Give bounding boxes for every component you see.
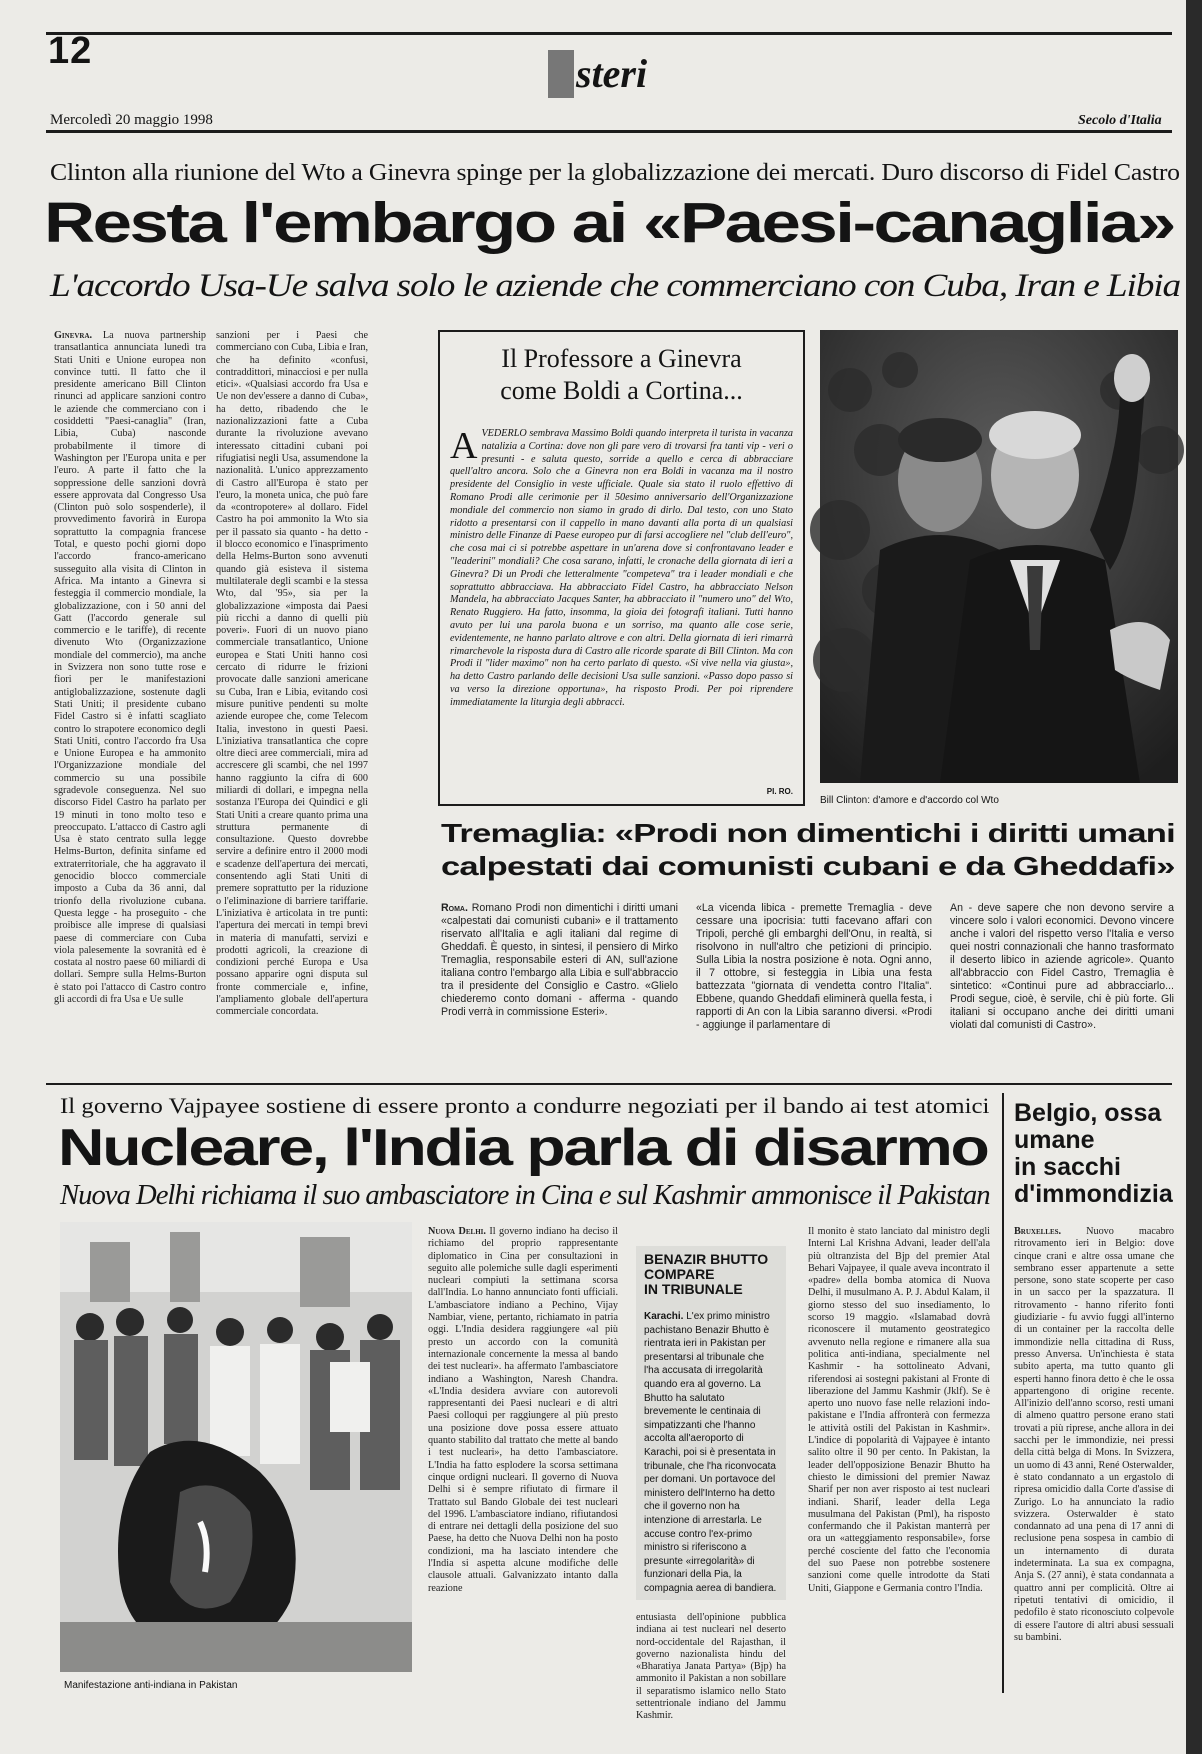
story4-divider [1002, 1093, 1004, 1693]
story2-col1-text: Romano Prodi non dimentichi i diritti umani «calpestati dai comunisti cubani» e il trattamento riservato all'Italia e agli italiani dal regime di Gheddafi. È questo, in sintesi, il pensiero di Mirko Tremaglia, responsabile esteri di AN, sull'azione italiana contro l'embargo alla Libia e sull'abbraccio tra il presidente del Consiglio e Castro. «Glielo chiederemo conto domani - afferma - quando Prodi verrà in commissione Esteri». [441, 902, 679, 1018]
masthead: Secolo d'Italia [1078, 113, 1162, 128]
story4-headline-line2: umane [1014, 1126, 1095, 1154]
commentary-signature: PI. RO. [766, 787, 793, 796]
story4-headline-line3: in sacchi [1014, 1153, 1121, 1181]
story4-dateline: Bruxelles. [1014, 1226, 1087, 1237]
story3-col3-text: Il monito è stato lanciato dal ministro degli Interni Lal Krishna Advani, leader dell'ala più oltranzista del Bjp del premier Atal Behari Vajpayee, il quale aveva incontrato il «padre» della bomba atomica di Nuova Delhi, il musulmano A. P. J. Abdul Kalam, il giorno stesso del suo insediamento, lo scorso 19 maggio. «Islamabad dovrà riconoscere il mutamento geostrategico avvenuto nella regione e rimanere alla sua politica anti-indiana, specialmente nel Kashmir - ha sottolineato Advani, riferendosi ai sostegni pakistani al Fronte di liberazione del Jammu Kashmir (Jklf). Se è aperto uno nuovo fase nelle relazioni indo-pakistane e l'India affronterà con fermezza le attività ostili del Pakistan in Kashmir». L'indice di popolarità di Vajpayee è intanto salito oltre il 90 per cento. In Pakistan, la leader dell'opposizione Benazir Bhutto ha chiesto le dimissioni del premier Nawaz Sharif per non aver risposto ai test nucleari indiani. Sharif, leader della Lega musulmana del Pakistan (Pml), ha risposto confermando che il Pakistan manterrà per ora un «atteggiamento responsabile», forse perché cosciente del fatto che l'economia del suo Paese non potrebbe sostenere sanzioni come quelle introdotte da Stati Uniti, Giappone e Germania contro l'India. [808, 1226, 990, 1594]
commentary-text [450, 425, 793, 780]
story2-column-2 [696, 902, 932, 1067]
commentary-body: VEDERLO sembrava Massimo Boldi quando interpreta il turista in vacanza natalizia a Cortina: dove non gli pare vero di trovarsi fra tanti vip - veri o presunti - e saluta questo, sorride a quello e cerca di abbracciare quell'altro ancora. Solo che a Ginevra non era Boldi in vacanza ma il nostro presidente del Consiglio in veste ufficiale. Quale sia stato il ruolo effettivo di Romano Prodi alle cerimonie per il 50esimo anniversario dell'Organizzazione mondiale del commercio non siamo in grado di dirlo. Dal testo, con uno Stato ridotto a presentarsi con il cappello in mano davanti alla porta di un qualsiasi ministro delle Finanze di Paese europeo pur di farsi accogliere nel "club dell'euro", che cosa mai ci si potrebbe aspettare in un'arena dove si confrontavano leader e "leaderini" mondiali? Che cosa sarano, infatti, le cronache della giornata di ieri a Ginevra? Di un Prodi che letteralmente "competeva" tra i leader mondiali e che soprattutto abbracciava. Ha abbracciato Fidel Castro, ha abbracciato Nelson Mandela, ha abbracciato Jacques Santer, ha abbracciato il "numero uno" del Wto, Renato Ruggiero. Ha fatto, insomma, la gioia dei fotografi italiani. Tutti hanno avuto per lui una parola buona e un sorriso, ma quanto alle cose serie, evidentemente, ne hanno parlato altrove e con altri. Della giornata di ieri rimarrà rimarchevole la risposta dura di Castro alle ricorde sparate di Bill Clinton. Ma con Prodi il "lider maximo" non ha certo parlato di questo. «Si vive nella via giusta», ha detto Castro parlando delle decisioni Usa sulle sanzioni. «Passo dopo passo si va verso la direzione opportuna», ha risposto Prodi. Per poi riprendere immediatamente la liturgia degli abbracci. [450, 428, 793, 708]
pakistan-protest-photo [60, 1222, 412, 1672]
story1-headline: Resta l'embargo ai «Paesi-canaglia» [44, 191, 1174, 255]
story1-col2-text: sanzioni per i Paesi che commerciano con Cuba, Libia e Iran, che ha definito «confusi, contraddittori, minacciosi e per nulla etici». «Qualsiasi accordo fra Usa e Ue non dev'essere a danno di Cuba», ha detto, ribadendo che le nazionalizzazioni fatte a Cuba durante la rivoluzione avevano interessato cittadini cubani poi rifugiatisi negli Usa, assumendone la nazionalità. L'unico apprezzamento di Castro all'Europa è stato per l'euro, la moneta unica, che può fare da «contropotere» al dollaro. Fidel Castro ha poi ammonito la Wto sia per il passato sia quanto - ha detto - il blocco economico e l'inasprimento della Helms-Burton sono avvenuti quando già esisteva il sistema multilaterale degli scambi e la stessa Wto, dal '95», sia per la globalizzazione «imposta dai Paesi più ricchi a danno di quelli più poveri». Fuori di un nuovo piano commerciale transatlantico, Unione europea e Stati Uniti hanno così cercato di ridurre le frizioni provocate dalle sanzioni americane su Cuba, Iran e Libia, evitando così misure punitive pendenti su molte aziende europee che, come Telecom Italia, investono in questi Paesi. L'iniziativa transatlantica che copre oltre dieci aree commerciali, mira ad accrescere gli scambi, che nel 1997 hanno raggiunto la cifra di 600 miliardi di dollari, e impegna nella sostanza l'Europa dei Quindici e gli Stati Uniti a creare quanto prima una struttura permanente di consultazione. Questo dovrebbe servire a definire entro il 2000 modi e scadenze dell'apertura dei mercati, consentendo agli Stati Uniti di premere soprattutto per la riduzione o l'eliminazione di barriere tariffarie. L'iniziativa è articolata in tre punti: l'apertura dei mercati in tempi brevi in materia di manufatti, servizi e prodotti agricoli, la creazione di condizioni perché Europa e Usa possano apparire ogni disputa sul fronte commerciale e, infine, l'ampliamento globale dell'apertura commerciale concordata. [216, 330, 368, 1018]
bhutto-title-line2: COMPARE [644, 1266, 715, 1282]
commentary-title-line1: Il Professore a Ginevra [501, 344, 742, 373]
page-number: 12 [48, 30, 93, 72]
header-rule [46, 130, 1172, 133]
story4-text: Nuovo macabro ritrovamento ieri in Belgio: dove cinque crani e altre ossa umane che sembrano esser appartenute a sette persone, sono state scoperte per caso in un sacco per la spazzatura. Il ritrovamento - hanno riferito fonti giudiziarie - fu avvio fuggi all'interno di un container per la raccolta delle immondizie nella cittadina di Russ, presso Anversa. Un'inchiesta è stata subito aperta, ma tutto quanto gli esperti hanno finora detto è che le ossa appartengono di origine recente. All'inizio dell'anno scorso, resti umani di almeno quattro persone erano stati trovati a più riprese, anche allora in dei sacchi per le immondizie, nei pressi della città belga di Mons. In Svizzera, un uomo di 43 anni, René Osterwalder, è stato condannato a un ergastolo di ripresa omicidio dalla Corte d'assise di Zurigo. Lo ha annunciato la radio svizzera. Osterwalder è stato condannato ad una pena di 17 anni di reclusione pena sospesa in cambio di un internamento di durata indeterminata. La sua ex compagna, Anja S. (27 anni), è stata condannata a quattro anni per complicità. Oltre ai ripetuti tentativi di omicidio, il pedofilo è stato riconosciuto colpevole di essere l'autore di altri abusi sessuali su bambini. [1014, 1226, 1174, 1643]
story3-kicker: Il governo Vajpayee sostiene di essere pronto a condurre negoziati per il bando ai test atomici [60, 1093, 990, 1118]
section-title: steri [576, 51, 648, 96]
bhutto-dateline: Karachi. [644, 1311, 687, 1322]
story3-subhead: Nuova Delhi richiama il suo ambasciatore in Cina e sul Kashmir ammonisce il Pakistan [60, 1180, 990, 1211]
bhutto-title-line1: BENAZIR BHUTTO [644, 1251, 769, 1267]
story4-headline-line4: d'immondizia [1014, 1180, 1173, 1208]
story1-kicker: Clinton alla riunione del Wto a Ginevra spinge per la globalizzazione dei mercati. Duro discorso di Fidel Castro [50, 160, 1180, 186]
clinton-photo-caption: Bill Clinton: d'amore e d'accordo col Wto [820, 795, 999, 806]
story2-column-1 [441, 902, 678, 1067]
pakistan-protest-image [60, 1222, 412, 1672]
story3-headline: Nucleare, l'India parla di disarmo [58, 1119, 988, 1177]
story1-col1-text: La nuova partnership transatlantica annunciata lunedì tra Stati Uniti e Unione europea non convince tutti. Il fatto che il presidente americano Bill Clinton rinunci ad applicare sanzioni contro le aziende che commerciano con i cosiddetti "Paesi-canaglia" (Iran, Libia, Cuba) nasconde probabilmente il timore di Washington per l'Europa unita e per l'euro. A parte il fatto che la soppressione delle sanzioni dovrà essere approvata dal Congresso Usa (Clinton può solo sospenderle), il provvedimento favorirà in Europa soprattutto la compagnia francese Total, e questo pochi giorni dopo l'accordo franco-americano susseguito alla visita di Clinton in Africa. Ma intanto a Ginevra si festeggia il commercio mondiale, la globalizzazione, con i 50 anni del Gatt (l'accordo generale sul commercio e le tariffe), di recente divenuto Wto (Organizzazione mondiale del commercio), ma anche in Svizzera non sono tutte rose e fiori per le manifestazioni antiglobalizzazione, sostenute dagli Stati Uniti; il presidente cubano Fidel Castro si è infatti scagliato contro lo strapotere economico degli Stati Uniti, contro l'accordo fra Usa e Unione Europea e ha ammonito l'Organizzazione mondiale del commercio su una possibile sgradevole conseguenza. Nel suo discorso Fidel Castro ha parlato per 19 minuti in tono molto teso e preoccupato. L'attacco di Castro agli Usa è stato centrato sulla legge Helms-Burton, definita sinfame ed extraterritoriale, che ha aggravato il genocidio blocco commerciale imposto a Cuba da 36 anni, dal trionfo della rivoluzione cubana. Questa legge - ha proseguito - che proibisce alle imprese di qualsiasi paese di commerciare con Cuba viola palesemente la sovranità ed è costata al nostro paese 60 miliardi di dollari. Sempre sulla Helms-Burton è stato poi l'attacco di Castro contro gli accordi di fra Usa e Ue sulle [54, 330, 206, 1006]
commentary-dropcap: A [450, 425, 478, 467]
issue-date: Mercoledì 20 maggio 1998 [50, 112, 213, 128]
commentary-title-line2: come Boldi a Cortina... [500, 376, 743, 405]
story1-column-2 [216, 330, 368, 1065]
story3-col2-text: entusiasta dell'opinione pubblica indiana ai test nucleari nel deserto nord-occidentale del Rajasthan, il governo nazionalista hindu del «Bharatiya Janata Partya» (Bjp) ha ammonito il Pakistan a non sobillare il separatismo islamico nello Stato settentrionale indiano del Jammu Kashmir. [636, 1612, 786, 1722]
clinton-photo-image [820, 330, 1178, 783]
story1-subhead: L'accordo Usa-Ue salva solo le aziende che commerciano con Cuba, Iran e Libia [50, 268, 1181, 304]
story3-column-1 [428, 1226, 618, 1686]
story2-headline-line2: calpestati dai comunisti cubani e da Gheddafi» [441, 851, 1175, 881]
story2-column-3 [950, 902, 1174, 1067]
pakistan-photo-caption: Manifestazione anti-indiana in Pakistan [64, 1680, 238, 1691]
bhutto-body: L'ex primo ministro pachistano Benazir Bhutto è rientrata ieri in Pakistan per presentarsi al tribunale che l'ha accusata di irregolarità quando era al governo. La Bhutto ha salutato brevemente le centinaia di simpatizzanti che l'hanno accolta all'aeroporto di Karachi, poi si è presentata in tribunale, che l'ha riconvocata per domani. Un portavoce del ministero dell'Interno ha detto che il governo non ha intenzione di arrestarla. Le accuse contro l'ex-primo ministro si riferiscono a presunte «irregolarità» di funzionari della Pia, la compagnia aerea di bandiera. [644, 1311, 777, 1594]
story3-column-2 [636, 1612, 786, 1722]
story2-col2-text: «La vicenda libica - premette Tremaglia - deve cessare una ipocrisia: tutti facevano affari con Tripoli, perché gli embarghi dell'Onu, in realtà, si risolvono in null'altro che petizioni di principio. Sulla Libia la nostra posizione è nota. Ogni anno, il 7 ottobre, si festeggia in Libia una festa battezzata "giornata di vendetta contro l'Italia". Ebbene, quando Gheddafi eliminerà quella festa, i rapporti di An con la Libia saranno diversi. «Prodi - aggiunge il parlamentare di [696, 902, 932, 1031]
bhutto-sidebar [636, 1246, 786, 1600]
story3-column-3 [808, 1226, 990, 1686]
top-rule [46, 32, 1172, 35]
story1-dateline: Ginevra. [54, 330, 103, 341]
story4-column [1014, 1226, 1174, 1696]
bhutto-text [644, 1310, 780, 1596]
story1-column-1 [54, 330, 206, 1065]
story2-headline-line1: Tremaglia: «Prodi non dimentichi i diritti umani [441, 818, 1175, 848]
mid-rule [46, 1083, 1172, 1085]
story2-dateline: Roma. [441, 902, 472, 914]
story3-dateline: Nuova Delhi. [428, 1226, 490, 1237]
clinton-photo [820, 330, 1178, 783]
section-initial [548, 50, 574, 98]
story2-col3-text: An - deve sapere che non devono servire a vincere solo i valori economici. Devono vincere anche i valori del rispetto verso l'Italia e verso quei nostri connazionali che hanno trasformato il deserto libico in aziende agricole». Quanto all'abbraccio con Fidel Castro, Tremaglia è sintetico: «Continui pure ad abbracciarlo... Prodi segue, cioè, è servile, chi è più forte. Gli italiani si occupano anche dei diritti umani violati dal comunisti di Castro». [950, 902, 1174, 1031]
story4-headline-line1: Belgio, ossa [1014, 1099, 1162, 1127]
commentary-box [438, 330, 805, 806]
story3-col1-text: Il governo indiano ha deciso il richiamo del proprio rappresentante diplomatico in Cina per consultazioni in seguito alle polemiche sulle dagli esperimenti nucleari compiuti la settimana scorsa dall'India. Lo hanno annunciato fonti ufficiali. L'ambasciatore indiano a Pechino, Vijay Nambiar, viene, pertanto, richiamato in patria oggi. L'India desidera raggiungere «al più presto un accordo con la comunità internazionale concernente la messa al bando dei test nucleari». ha affermato l'ambasciatore indiano a Washington, Naresh Chandra. «L'India desidera avviare con autorevoli rappresentanti dei Paesi nucleari e di altri Paesi colloqui per raggiungere al più presto una posizione dove possa essere attuato quanto stabilito dal trattato che mette al bando i test nucleari», ha detto l'ambasciatore. L'India ha fatto esplodere la scorsa settimana cinque ordigni nucleari. Il governo di Nuova Delhi si è sempre rifiutato di firmare il Trattato sul Bando Globale dei test nucleari del 1996. L'ambasciatore indiano, rifiutandosi di entrare nei dettagli della posizione del suo Paese, ha detto che Nuova Delhi non ha posto condizioni, ma ha lasciato intendere che l'India si aspetta alcune modifiche delle clausole attuali. Galvanizzato intanto dalla reazione [428, 1226, 619, 1594]
bhutto-title-line3: IN TRIBUNALE [644, 1281, 743, 1297]
